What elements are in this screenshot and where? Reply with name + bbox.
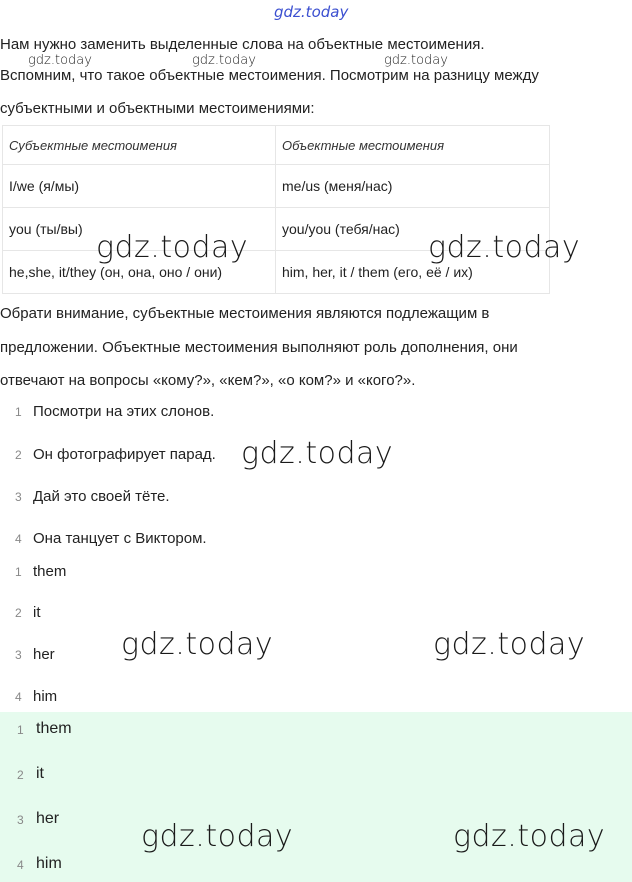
answer-number: 3: [15, 648, 22, 662]
watermark-big: gdz.today: [433, 627, 586, 662]
watermark-big: gdz.today: [428, 230, 581, 265]
intro-line-3: субъектными и объектными местоимениями:: [0, 100, 315, 117]
watermark-big: gdz.today: [96, 230, 249, 265]
table-cell: you (ты/вы): [3, 208, 276, 251]
table-cell: I/we (я/мы): [3, 165, 276, 208]
intro-line-1: Нам нужно заменить выделенные слова на объектные местоимения.: [0, 36, 485, 53]
list-item: Она танцует с Виктором.: [33, 530, 207, 547]
list-number: 4: [15, 532, 22, 546]
intro-line-2: Вспомним, что такое объектные местоимения. Посмотрим на разницу между: [0, 67, 539, 84]
list-number: 3: [15, 490, 22, 504]
final-answer-item: her: [36, 810, 60, 827]
table-header-object: Объектные местоимения: [276, 126, 550, 165]
answer-number: 1: [15, 565, 22, 579]
watermark-big: gdz.today: [453, 819, 606, 854]
list-number: 1: [15, 405, 22, 419]
watermark-big: gdz.today: [241, 436, 394, 471]
final-answer-item: him: [36, 855, 62, 872]
note-line-2: предложении. Объектные местоимения выполняют роль дополнения, они: [0, 339, 518, 356]
answer-number: 2: [15, 606, 22, 620]
watermark-big: gdz.today: [121, 627, 274, 662]
table-row: [3, 165, 550, 208]
note-line-1: Обрати внимание, субъектные местоимения являются подлежащим в: [0, 305, 490, 322]
table-cell: he,she, it/they (он, она, оно / они): [3, 251, 276, 294]
watermark-top: gdz.today: [274, 3, 349, 21]
table-cell: you/you (тебя/нас): [276, 208, 550, 251]
final-answer-item: them: [36, 720, 72, 737]
final-answer-number: 2: [17, 768, 24, 782]
answer-number: 4: [15, 690, 22, 704]
answer-item: it: [33, 604, 41, 621]
answer-item: them: [33, 563, 67, 580]
list-item: Он фотографирует парад.: [33, 446, 216, 463]
table-cell: him, her, it / them (его, её / их): [276, 251, 550, 294]
answer-block: [0, 712, 632, 882]
list-number: 2: [15, 448, 22, 462]
final-answer-number: 4: [17, 858, 24, 872]
final-answer-item: it: [36, 765, 44, 782]
final-answer-number: 1: [17, 723, 24, 737]
note-line-3: отвечают на вопросы «кому?», «кем?», «о ком?» и «кого?».: [0, 372, 416, 389]
list-item: Дай это своей тёте.: [33, 488, 170, 505]
watermark-small: gdz.today: [28, 53, 92, 68]
table-header-row: [3, 126, 550, 165]
pronoun-table: [2, 125, 550, 294]
table-header-subject: Субъектные местоимения: [3, 126, 276, 165]
answer-item: her: [33, 646, 55, 663]
list-item: Посмотри на этих слонов.: [33, 403, 215, 420]
watermark-small: gdz.today: [192, 53, 256, 68]
table-cell: me/us (меня/нас): [276, 165, 550, 208]
watermark-small: gdz.today: [384, 53, 448, 68]
watermark-big: gdz.today: [141, 819, 294, 854]
final-answer-number: 3: [17, 813, 24, 827]
answer-item: him: [33, 688, 58, 705]
